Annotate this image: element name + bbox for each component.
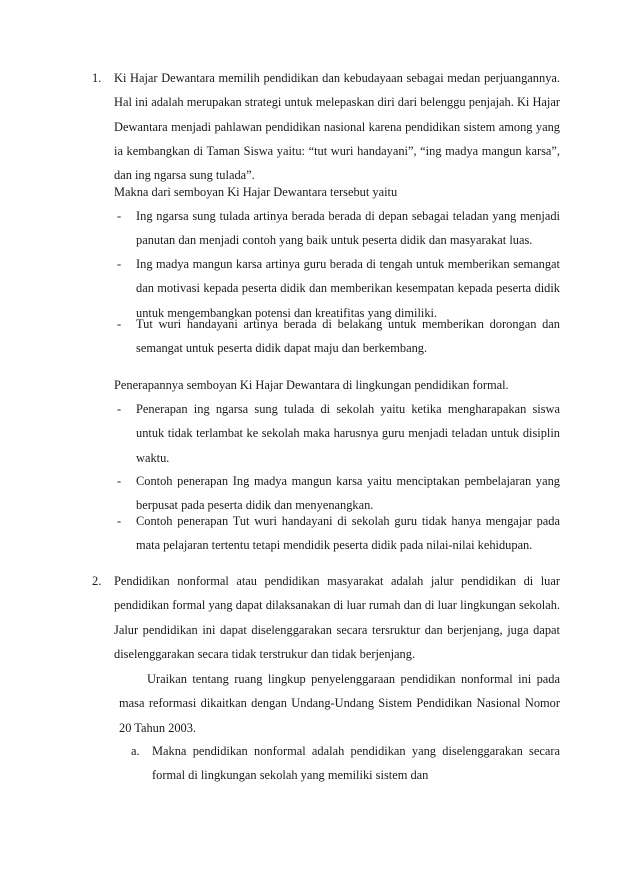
penerapan-item-1: Penerapan ing ngarsa sung tulada di sekolah yaitu ketika mengharapakan siswa untuk tidak terlambat ke sekolah maka harusnya guru menjadi teladan untuk disiplin waktu. [136,402,560,465]
item1-intro: Ki Hajar Dewantara memilih pendidikan dan kebudayaan sebagai medan perjuangannya. Hal ini adalah merupakan strategi untuk melepaskan diri dari belenggu penjajah. Ki Hajar Dewantara menjadi pahlawan pendidikan nasional karena pendidikan sistem among yang ia kembangkan di Taman Siswa yaitu: “tut wuri handayani”, “ing madya mangun karsa”, dan ing ngarsa sung tulada”. [114,71,560,183]
bullet-dash: - [117,402,122,416]
bullet-dash: - [117,514,122,528]
item2-uraian: Uraikan tentang ruang lingkup penyelenggaraan pendidikan nonformal ini pada masa reformasi dikaitkan dengan Undang-Undang Sistem Pendidikan Nasional Nomor 20 Tahun 2003. [119,672,560,735]
penerapan-item-3: Contoh penerapan Tut wuri handayani di sekolah guru tidak hanya mengajar pada mata pelajaran tertentu tetapi mendidik peserta didik pada nilai-nilai kehidupan. [136,514,560,553]
item1-makna-heading: Makna dari semboyan Ki Hajar Dewantara tersebut yaitu [114,185,398,199]
bullet-dash: - [117,257,122,271]
bullet-dash: - [117,209,122,223]
bullet-dash: - [117,474,122,488]
sub-a-text: Makna pendidikan nonformal adalah pendidikan yang diselenggarakan secara formal di lingkungan sekolah yang memiliki sistem dan [152,744,560,783]
sub-label-a: a. [131,744,140,758]
item2-intro: Pendidikan nonformal atau pendidikan masyarakat adalah jalur pendidikan di luar pendidikan formal yang dapat dilaksanakan di luar rumah dan di luar lingkungan sekolah. Jalur pendidikan ini dapat diselenggarakan secara tersruktur dan berjenjang, juga dapat diselenggarakan secara tidak terstrukur dan tidak berjenjang. [114,574,560,661]
list-number-2: 2. [92,574,102,588]
makna-item-1: Ing ngarsa sung tulada artinya berada berada di depan sebagai teladan yang menjadi panutan dan menjadi contoh yang baik untuk peserta didik dan masyarakat luas. [136,209,560,248]
penerapan-item-2: Contoh penerapan Ing madya mangun karsa yaitu menciptakan pembelajaran yang berpusat pada peserta didik dan menyenangkan. [136,474,560,513]
item1-penerapan-heading: Penerapannya semboyan Ki Hajar Dewantara di lingkungan pendidikan formal. [114,378,509,392]
bullet-dash: - [117,317,122,331]
makna-item-2: Ing madya mangun karsa artinya guru berada di tengah untuk memberikan semangat dan motivasi kepada peserta didik dan memberikan kesempatan kepada peserta didik untuk mengembangkan potensi dan kreatifitas yang dimiliki. [136,257,560,320]
makna-item-3: Tut wuri handayani artinya berada di belakang untuk memberikan dorongan dan semangat untuk peserta didik dapat maju dan berkembang. [136,317,560,356]
list-number-1: 1. [92,71,102,85]
